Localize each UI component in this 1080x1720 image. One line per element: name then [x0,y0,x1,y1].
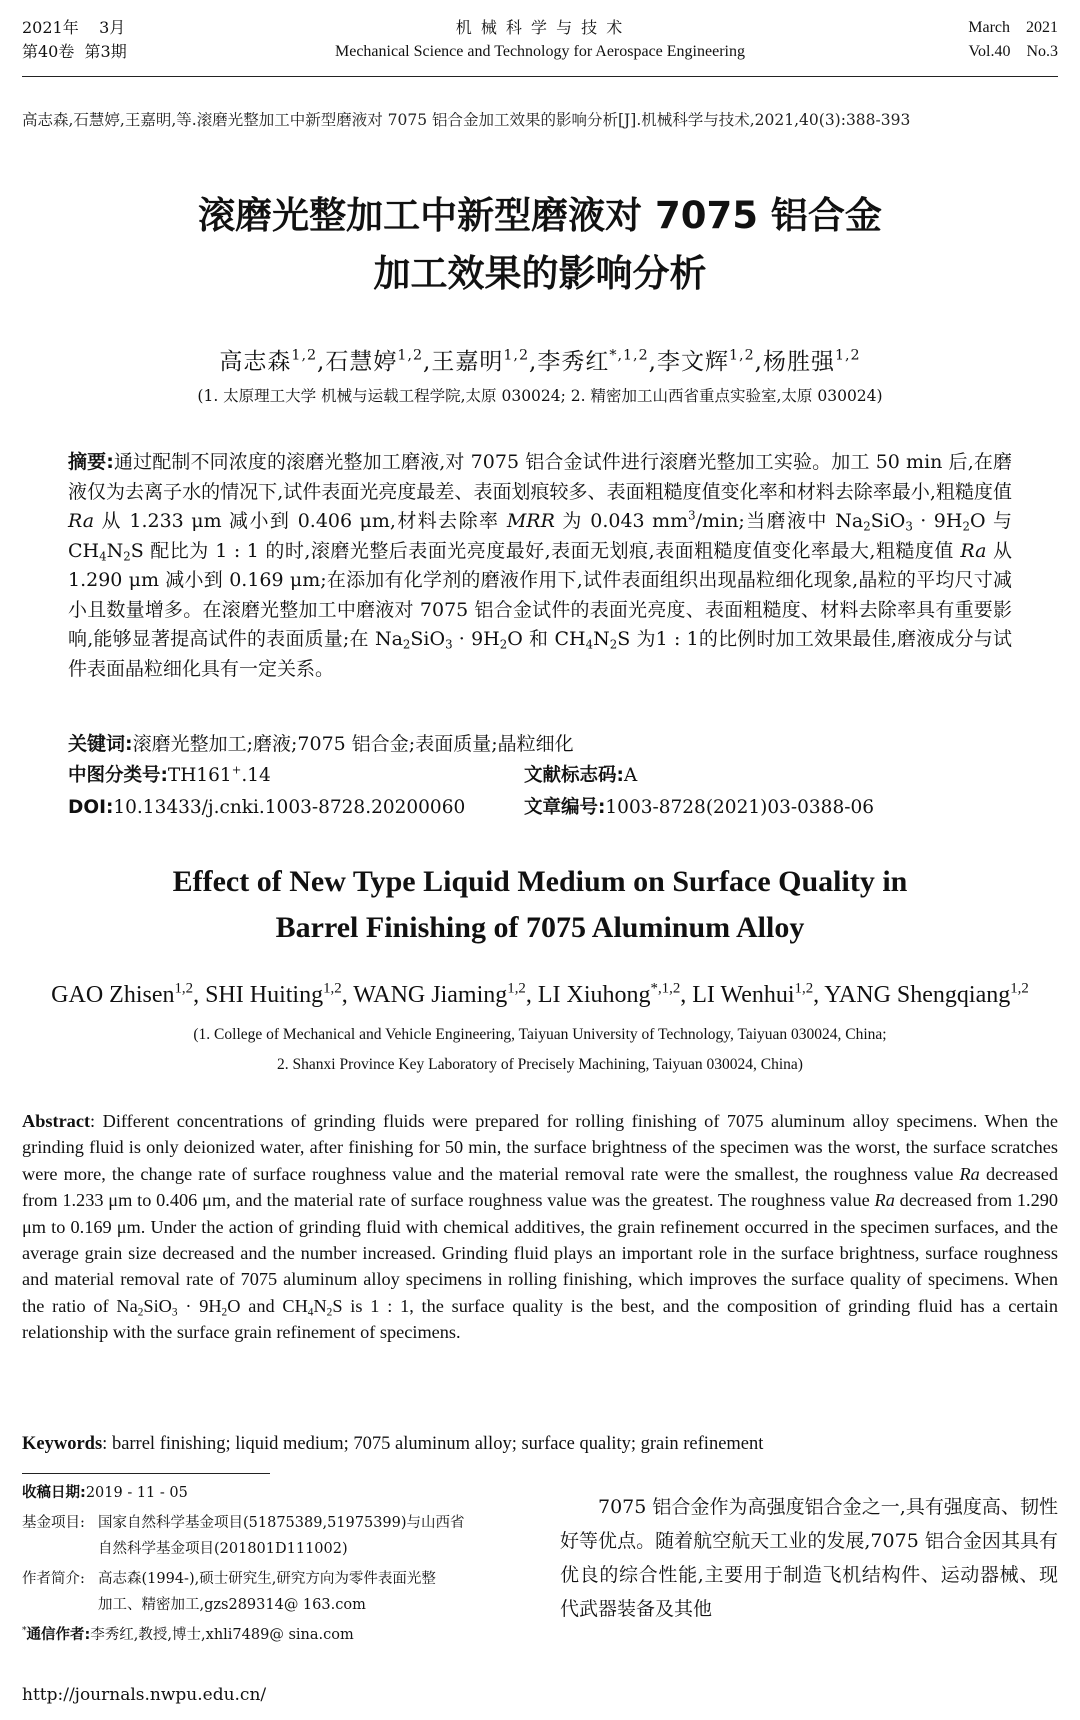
subscript: 2 [326,1306,333,1319]
sep: , [754,349,763,375]
abstract-cn-text: 从 1.233 μm 减小到 0.406 μm,材料去除率 [94,510,507,532]
abstract-en-text: · 9H [177,1295,222,1316]
author-en-4-sup: *,1,2 [650,980,681,997]
author-en-2-sup: 1,2 [323,980,342,997]
author-bio-label: 作者简介: [22,1571,85,1587]
subscript: 3 [445,637,453,652]
fund-line1: 国家自然科学基金项目(51875389,51975399)与山西省 [98,1515,465,1531]
abstract-en-text: decreased from 1.290 μm to 0.169 μm. Under the action of grinding fluid with chemical additives, the grain refinement occurred in the specimen surfaces, and the average grain size decreased and the number increased. Grinding fluid plays an important role in the surface brightness, surface roughness and material removal rate of 7075 aluminum alloy specimens in rolling finishing, which improves the surface quality of specimens. When the ratio of Na [22,1190,1058,1316]
affiliation-en-line2: 2. Shanxi Province Key Laboratory of Precisely Machining, Taiyuan 030024, China) [277,1056,803,1073]
corr-label: 通信作者: [26,1627,91,1643]
doi [68,794,465,822]
journal-name-cn: 机 械 科 学 与 技 术 [455,18,625,37]
document-code [524,762,637,790]
header-rule [22,76,1058,77]
subscript: 2 [609,637,618,652]
keywords-en-text: barrel finishing; liquid medium; 7075 aluminum alloy; surface quality; grain refinement [107,1434,764,1454]
author-1: 高志森 [219,349,292,375]
author-en-6: , YANG Shengqiang [813,982,1011,1008]
keywords-en-label: Keywords [22,1434,103,1454]
corresponding-author [22,1622,354,1648]
title-en-line2: Barrel Finishing of 7075 Aluminum Alloy [275,911,805,944]
subscript: 3 [905,519,913,534]
affiliation-cn: (1. 太原理工大学 机械与运载工程学院,太原 030024; 2. 精密加工山西省重点实验室,太原 030024) [197,387,883,405]
author-en-3-sup: 1,2 [507,980,526,997]
authors-en [0,978,1080,1012]
author-3: 王嘉明 [431,349,504,375]
doc-code-value: A [623,765,638,786]
issue-date: 2021年 3月 [22,18,126,37]
author-en-1: GAO Zhisen [51,982,175,1008]
sep: , [648,349,657,375]
abstract-cn-text: S 为1 : 1的比例时加工效果最佳,磨液成分与试件表面晶粒细化具有一定关系。 [68,628,1013,680]
subscript: 2 [221,1306,228,1319]
author-en-3: , WANG Jiaming [341,982,508,1008]
keywords-en [22,1430,1058,1458]
author-en-2: , SHI Huiting [193,982,324,1008]
ra-symbol: Ra [959,1163,980,1184]
abstract-cn-text: SiO [870,510,906,532]
author-en-1-sup: 1,2 [174,980,194,997]
abstract-cn-text: O 与 CH [68,510,1012,562]
clc-value: TH161 [167,765,232,786]
author-en-5-sup: 1,2 [794,980,814,997]
journal-name-en: Mechanical Science and Technology for Aerospace Engineering [335,43,745,60]
author-6-sup: 1,2 [834,347,861,364]
sep: , [529,349,538,375]
author-en-6-sup: 1,2 [1010,980,1029,997]
abstract-cn-text: · 9H [452,628,500,650]
subscript: 4 [307,1306,314,1319]
header-center [0,16,1080,64]
abstract-en-text: decreased from 1.233 μm to 0.406 μm, and the material rate of surface roughness value was the greatest. The roughness value [22,1163,1058,1211]
author-bio-line2: 加工、精密加工,gzs289314@ 163.com [98,1597,366,1613]
ra-symbol: Ra [960,539,987,562]
mrr-symbol: MRR [506,510,555,532]
abstract-cn-text: 通过配制不同浓度的滚磨光整加工磨液,对 7075 铝合金试件进行滚磨光整加工实验。加工 50 min 后,在磨液仅为去离子水的情况下,试件表面光亮度最差、表面划痕较多、表面粗糙度值变化率和材料去除率最小,粗糙度值 [68,451,1012,503]
author-en-5: , LI Wenhui [680,982,795,1008]
ra-symbol: Ra [68,510,95,532]
corr-value: 李秀红,教授,博士,xhli7489@ sina.com [90,1627,354,1643]
fund-line2: 自然科学基金项目(201801D111002) [98,1541,348,1557]
article-no-label: 文章编号: [524,797,606,818]
abstract-en-text: Different concentrations of grinding fluids were prepared for rolling finishing of 7075 aluminum alloy specimens. When the grinding fluid is only deionized water, after finishing for 50 min, the surface brightness of the specimen was the worst, the surface scratches were more, the change rate of surface roughness value and the material removal rate were the smallest, the roughness value [22,1111,1058,1184]
subscript: 2 [402,637,411,652]
clc-number [68,762,271,790]
abstract-cn-label: 摘要: [68,451,114,473]
volume-issue: 第40卷 第3期 [22,42,127,61]
abstract-cn-text: N [106,539,124,562]
author-bio-line1: 高志森(1994-),硕士研究生,研究方向为零件表面光整 [98,1571,436,1587]
volume-issue-en: Vol.40 No.3 [968,43,1058,60]
abstract-en-text: SiO [143,1295,172,1316]
author-4: 李秀红 [537,349,610,375]
clc-label: 中图分类号: [68,765,168,786]
author-5-sup: 1,2 [728,347,755,364]
author-2: 石慧婷 [325,349,398,375]
article-no-value: 1003-8728(2021)03-0388-06 [605,797,874,818]
author-2-sup: 1,2 [397,347,424,364]
abstract-cn-text: S 配比为 1 : 1 的时,滚磨光整后表面光亮度最好,表面无划痕,表面粗糙度值变化率最大,粗糙度值 [130,539,961,562]
author-4-sup: *,1,2 [609,347,649,364]
sep: , [423,349,432,375]
intro-paragraph [560,1490,1058,1626]
author-en-4: , LI Xiuhong [525,982,651,1008]
clc-tail: .14 [241,765,271,786]
abstract-en-text: N [313,1295,327,1316]
abstract-cn-text: SiO [410,628,446,650]
subscript: 2 [123,549,131,564]
title-cn-line1: 滚磨光整加工中新型磨液对 7075 铝合金 [198,194,882,237]
subscript: 2 [962,519,970,534]
author-5: 李文辉 [656,349,729,375]
subscript: 2 [863,519,871,534]
abstract-en-text: O and CH [227,1295,308,1316]
keywords-cn [68,730,1012,758]
received-date [22,1480,188,1506]
unit-sup: 3 [688,508,696,523]
article-number [524,794,874,822]
fund-label: 基金项目: [22,1515,85,1531]
abstract-cn-text: /min;当磨液中 Na [695,510,864,532]
abstract-cn-text: O 和 CH [507,628,586,650]
abstract-cn-text: 为 0.043 mm [554,510,689,532]
abstract-en [22,1108,1058,1346]
corr-star: * [22,1626,27,1637]
authors-cn [0,344,1080,380]
subscript: 4 [99,549,107,564]
subscript: 4 [585,637,594,652]
abstract-cn-text: N [593,628,610,650]
clc-sup: + [231,762,242,777]
affiliation-en-line1: (1. College of Mechanical and Vehicle Engineering, Taiyuan University of Technology, Taiyuan 030024, China; [193,1026,887,1043]
subscript: 3 [171,1306,178,1319]
sep: , [317,349,326,375]
received-value: 2019 - 11 - 05 [85,1485,188,1501]
title-cn-line2: 加工效果的影响分析 [373,252,707,295]
ra-symbol: Ra [874,1190,895,1211]
abstract-cn-text: · 9H [912,510,963,532]
footnote-rule [22,1473,270,1474]
doi-label: DOI: [68,797,114,818]
header-right [968,16,1058,64]
title-en-line1: Effect of New Type Liquid Medium on Surface Quality in [172,865,908,898]
subscript: 2 [499,637,508,652]
colon: : [90,1111,96,1131]
subscript: 2 [137,1306,144,1319]
abstract-en-text: S is 1 : 1, the surface quality is the best, and the composition of grinding fluid has a certain relationship with the surface grain refinement of specimens. [22,1295,1059,1343]
abstract-cn-text: 从 1.290 μm 减小到 0.169 μm;在添加有化学剂的磨液作用下,试件表面组织出现晶粒细化现象,晶粒的平均尺寸减小且数量增多。在滚磨光整加工中磨液对 7075 铝合金试件的表面光亮度、表面粗糙度、材料去除率具有重要影响,能够显著提高试件的表面质量;在 Na [68,539,1012,650]
abstract-cn [68,448,1012,684]
journal-url[interactable]: http://journals.nwpu.edu.cn/ [22,1685,267,1705]
abstract-en-label: Abstract [22,1111,91,1131]
keywords-cn-text: 滚磨光整加工;磨液;7075 铝合金;表面质量;晶粒细化 [132,733,574,755]
issue-date-en: March 2021 [968,19,1058,36]
author-3-sup: 1,2 [503,347,530,364]
intro-text: 7075 铝合金作为高强度铝合金之一,具有强度高、韧性好等优点。随着航空航天工业的发展,7075 铝合金因其具有优良的综合性能,主要用于制造飞机结构件、运动器械、现代武器装备及其他 [560,1496,1058,1620]
citation: 高志森,石慧婷,王嘉明,等.滚磨光整加工中新型磨液对 7075 铝合金加工效果的影响分析[J].机械科学与技术,2021,40(3):388-393 [22,111,911,129]
author-1-sup: 1,2 [291,347,318,364]
colon: : [102,1434,108,1454]
keywords-cn-label: 关键词: [68,733,133,755]
doc-code-label: 文献标志码: [524,765,624,786]
doi-value: 10.13433/j.cnki.1003-8728.20200060 [113,797,466,818]
received-label: 收稿日期: [22,1485,86,1501]
author-6: 杨胜强 [762,349,835,375]
